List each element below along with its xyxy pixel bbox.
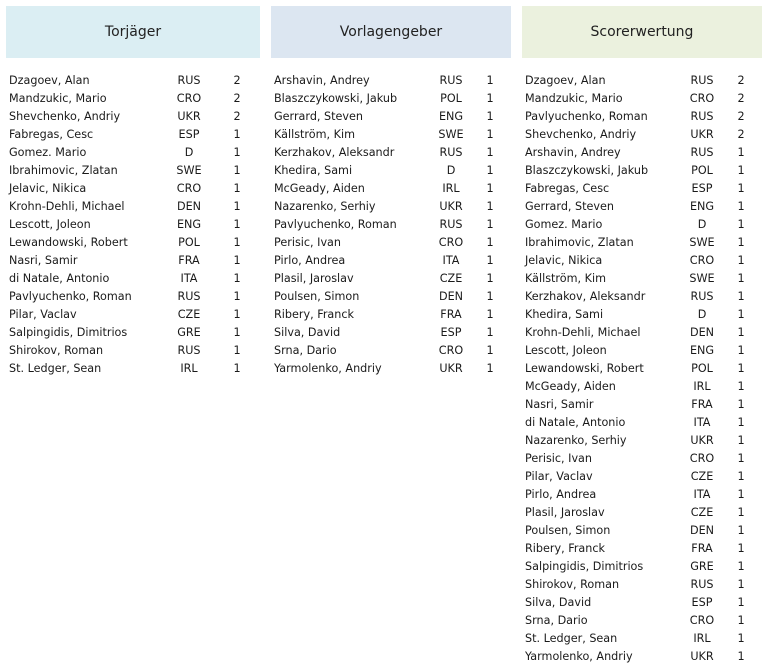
player-name: Plasil, Jaroslav bbox=[525, 506, 605, 519]
player-name: Lewandowski, Robert bbox=[9, 236, 128, 249]
player-name: Ibrahimovic, Zlatan bbox=[525, 236, 634, 249]
player-count: 1 bbox=[737, 200, 745, 213]
player-nation: RUS bbox=[177, 344, 201, 357]
player-count: 1 bbox=[737, 164, 745, 177]
player-count: 1 bbox=[737, 326, 745, 339]
player-count: 1 bbox=[737, 380, 745, 393]
table-row bbox=[525, 288, 761, 306]
player-count: 1 bbox=[486, 110, 494, 123]
panel-vorlagengeber bbox=[271, 6, 511, 58]
player-name: Gomez. Mario bbox=[9, 146, 87, 159]
player-name: Blaszczykowski, Jakub bbox=[525, 164, 649, 177]
player-nation: IRL bbox=[180, 362, 198, 375]
player-count: 1 bbox=[737, 290, 745, 303]
player-name: di Natale, Antonio bbox=[525, 416, 626, 429]
table-row bbox=[274, 252, 510, 270]
player-nation: GRE bbox=[177, 326, 201, 339]
table-row bbox=[525, 648, 761, 666]
table-row bbox=[525, 540, 761, 558]
player-nation: RUS bbox=[690, 110, 714, 123]
table-row bbox=[274, 360, 510, 378]
player-nation: ENG bbox=[176, 218, 202, 231]
table-row bbox=[525, 324, 761, 342]
player-nation: ENG bbox=[689, 344, 715, 357]
player-nation: RUS bbox=[690, 146, 714, 159]
player-count: 1 bbox=[233, 182, 241, 195]
player-count: 1 bbox=[486, 128, 494, 141]
player-name: di Natale, Antonio bbox=[9, 272, 110, 285]
table-row bbox=[274, 270, 510, 288]
player-count: 1 bbox=[486, 308, 494, 321]
panel-torjaeger bbox=[6, 6, 260, 58]
table-row bbox=[525, 594, 761, 612]
player-count: 2 bbox=[737, 74, 745, 87]
player-name: Pavlyuchenko, Roman bbox=[274, 218, 397, 231]
player-count: 1 bbox=[233, 128, 241, 141]
player-nation: ESP bbox=[691, 596, 713, 609]
player-name: Khedira, Sami bbox=[274, 164, 353, 177]
player-nation: FRA bbox=[691, 542, 713, 555]
player-nation: CZE bbox=[439, 272, 463, 285]
table-row bbox=[525, 306, 761, 324]
player-count: 1 bbox=[233, 290, 241, 303]
player-nation: ITA bbox=[693, 416, 711, 429]
player-name: Pavlyuchenko, Roman bbox=[9, 290, 132, 303]
player-nation: SWE bbox=[689, 236, 715, 249]
player-nation: RUS bbox=[690, 290, 714, 303]
player-name: Poulsen, Simon bbox=[274, 290, 360, 303]
player-count: 1 bbox=[737, 632, 745, 645]
player-nation: UKR bbox=[177, 110, 201, 123]
player-name: Srna, Dario bbox=[274, 344, 337, 357]
player-count: 1 bbox=[486, 326, 494, 339]
player-count: 1 bbox=[737, 362, 745, 375]
player-count: 1 bbox=[737, 398, 745, 411]
player-count: 1 bbox=[486, 344, 494, 357]
player-count: 2 bbox=[233, 92, 241, 105]
player-nation: POL bbox=[440, 92, 462, 105]
table-row bbox=[9, 162, 259, 180]
player-count: 1 bbox=[233, 236, 241, 249]
player-name: Mandzukic, Mario bbox=[525, 92, 623, 105]
player-nation: UKR bbox=[690, 650, 714, 663]
panel-scorerwertung bbox=[522, 6, 762, 58]
player-count: 1 bbox=[737, 560, 745, 573]
player-name: Gerrard, Steven bbox=[525, 200, 614, 213]
table-row bbox=[9, 144, 259, 162]
title-torjaeger: Torjäger bbox=[104, 24, 162, 40]
player-nation: UKR bbox=[690, 434, 714, 447]
player-nation: SWE bbox=[438, 128, 464, 141]
player-name: Khedira, Sami bbox=[525, 308, 604, 321]
player-nation: RUS bbox=[439, 218, 463, 231]
player-name: Dzagoev, Alan bbox=[525, 74, 606, 87]
table-row bbox=[274, 306, 510, 324]
player-name: Pilar, Vaclav bbox=[525, 470, 593, 483]
player-name: Poulsen, Simon bbox=[525, 524, 611, 537]
table-row bbox=[9, 90, 259, 108]
player-name: Nasri, Samir bbox=[525, 398, 594, 411]
player-count: 1 bbox=[737, 452, 745, 465]
player-nation: CRO bbox=[689, 254, 715, 267]
table-row bbox=[9, 342, 259, 360]
player-name: Yarmolenko, Andriy bbox=[525, 650, 633, 663]
player-count: 1 bbox=[233, 308, 241, 321]
player-count: 1 bbox=[737, 254, 745, 267]
player-nation: RUS bbox=[177, 290, 201, 303]
player-name: Jelavic, Nikica bbox=[9, 182, 87, 195]
table-row bbox=[274, 288, 510, 306]
player-count: 1 bbox=[486, 290, 494, 303]
player-name: Arshavin, Andrey bbox=[274, 74, 370, 87]
player-nation: IRL bbox=[693, 632, 711, 645]
player-name: Perisic, Ivan bbox=[525, 452, 593, 465]
table-row bbox=[525, 126, 761, 144]
player-nation: UKR bbox=[439, 200, 463, 213]
player-nation: SWE bbox=[176, 164, 202, 177]
player-count: 1 bbox=[486, 218, 494, 231]
table-row bbox=[9, 252, 259, 270]
player-count: 1 bbox=[233, 362, 241, 375]
player-nation: ESP bbox=[691, 182, 713, 195]
table-row bbox=[9, 234, 259, 252]
table-row bbox=[525, 198, 761, 216]
player-nation: POL bbox=[691, 362, 713, 375]
player-nation: POL bbox=[691, 164, 713, 177]
player-name: Ribery, Franck bbox=[274, 308, 354, 321]
player-name: Arshavin, Andrey bbox=[525, 146, 621, 159]
player-count: 1 bbox=[486, 362, 494, 375]
table-row bbox=[9, 126, 259, 144]
player-count: 1 bbox=[486, 200, 494, 213]
player-name: Pirlo, Andrea bbox=[525, 488, 597, 501]
player-nation: CRO bbox=[176, 182, 202, 195]
player-name: Lewandowski, Robert bbox=[525, 362, 644, 375]
table-row bbox=[525, 378, 761, 396]
table-row bbox=[525, 432, 761, 450]
player-name: St. Ledger, Sean bbox=[525, 632, 618, 645]
player-count: 1 bbox=[737, 416, 745, 429]
table-row bbox=[525, 414, 761, 432]
player-name: Mandzukic, Mario bbox=[9, 92, 107, 105]
player-nation: RUS bbox=[690, 74, 714, 87]
player-name: Pirlo, Andrea bbox=[274, 254, 346, 267]
player-name: Shevchenko, Andriy bbox=[9, 110, 121, 123]
player-nation: ESP bbox=[440, 326, 462, 339]
player-name: Nazarenko, Serhiy bbox=[274, 200, 376, 213]
player-nation: POL bbox=[178, 236, 200, 249]
player-nation: ESP bbox=[178, 128, 200, 141]
player-nation: FRA bbox=[440, 308, 462, 321]
table-row bbox=[525, 342, 761, 360]
table-row bbox=[9, 270, 259, 288]
player-nation: ENG bbox=[438, 110, 464, 123]
player-count: 1 bbox=[737, 218, 745, 231]
table-row bbox=[9, 198, 259, 216]
player-name: Fabregas, Cesc bbox=[9, 128, 94, 141]
title-vorlagengeber: Vorlagengeber bbox=[339, 24, 443, 40]
player-name: Krohn-Dehli, Michael bbox=[9, 200, 125, 213]
table-row bbox=[525, 576, 761, 594]
table-row bbox=[274, 90, 510, 108]
table-row bbox=[525, 90, 761, 108]
player-name: Lescott, Joleon bbox=[9, 218, 91, 231]
table-row bbox=[9, 306, 259, 324]
player-count: 1 bbox=[737, 308, 745, 321]
player-nation: DEN bbox=[689, 326, 715, 339]
player-count: 1 bbox=[486, 92, 494, 105]
player-nation: UKR bbox=[690, 128, 714, 141]
player-nation: FRA bbox=[178, 254, 200, 267]
player-name: Pilar, Vaclav bbox=[9, 308, 77, 321]
player-nation: D bbox=[697, 218, 707, 231]
table-row bbox=[274, 324, 510, 342]
player-name: Perisic, Ivan bbox=[274, 236, 342, 249]
header-torjaeger bbox=[6, 6, 260, 58]
player-count: 1 bbox=[737, 524, 745, 537]
player-name: Silva, David bbox=[274, 326, 341, 339]
player-count: 1 bbox=[233, 164, 241, 177]
table-row bbox=[274, 108, 510, 126]
player-name: Källström, Kim bbox=[525, 272, 606, 285]
player-nation: CZE bbox=[177, 308, 201, 321]
player-nation: CZE bbox=[690, 470, 714, 483]
rows-torjaeger bbox=[9, 72, 259, 378]
player-name: Plasil, Jaroslav bbox=[274, 272, 354, 285]
table-row bbox=[525, 396, 761, 414]
player-count: 1 bbox=[737, 488, 745, 501]
table-row bbox=[525, 522, 761, 540]
title-scorerwertung: Scorerwertung bbox=[590, 24, 694, 40]
player-nation: CRO bbox=[689, 452, 715, 465]
player-name: Fabregas, Cesc bbox=[525, 182, 610, 195]
table-row bbox=[525, 144, 761, 162]
table-row bbox=[274, 216, 510, 234]
player-count: 1 bbox=[737, 470, 745, 483]
player-name: Nasri, Samir bbox=[9, 254, 78, 267]
player-count: 1 bbox=[737, 236, 745, 249]
player-count: 1 bbox=[233, 326, 241, 339]
table-row bbox=[274, 234, 510, 252]
table-row bbox=[274, 342, 510, 360]
table-row bbox=[9, 180, 259, 198]
table-row bbox=[9, 72, 259, 90]
table-row bbox=[525, 216, 761, 234]
player-count: 1 bbox=[737, 272, 745, 285]
player-nation: CRO bbox=[438, 236, 464, 249]
player-nation: DEN bbox=[176, 200, 202, 213]
table-row bbox=[525, 630, 761, 648]
player-name: Dzagoev, Alan bbox=[9, 74, 90, 87]
player-name: Lescott, Joleon bbox=[525, 344, 607, 357]
player-count: 1 bbox=[737, 578, 745, 591]
player-nation: CRO bbox=[438, 344, 464, 357]
player-nation: CRO bbox=[689, 614, 715, 627]
header-vorlagengeber bbox=[271, 6, 511, 58]
player-name: Silva, David bbox=[525, 596, 592, 609]
rows-vorlagengeber bbox=[274, 72, 510, 378]
player-name: Kerzhakov, Aleksandr bbox=[525, 290, 646, 303]
player-count: 1 bbox=[486, 254, 494, 267]
table-row bbox=[525, 162, 761, 180]
table-row bbox=[9, 108, 259, 126]
player-count: 2 bbox=[233, 74, 241, 87]
player-nation: CRO bbox=[176, 92, 202, 105]
player-nation: ITA bbox=[180, 272, 198, 285]
player-nation: D bbox=[184, 146, 194, 159]
player-name: Krohn-Dehli, Michael bbox=[525, 326, 641, 339]
player-count: 1 bbox=[233, 200, 241, 213]
table-row bbox=[9, 216, 259, 234]
player-nation: CZE bbox=[690, 506, 714, 519]
player-count: 1 bbox=[737, 542, 745, 555]
player-nation: ENG bbox=[689, 200, 715, 213]
player-name: Nazarenko, Serhiy bbox=[525, 434, 627, 447]
player-nation: RUS bbox=[690, 578, 714, 591]
player-nation: RUS bbox=[177, 74, 201, 87]
player-count: 1 bbox=[737, 596, 745, 609]
player-name: McGeady, Aiden bbox=[525, 380, 616, 393]
player-count: 1 bbox=[737, 506, 745, 519]
player-nation: ITA bbox=[442, 254, 460, 267]
player-nation: CRO bbox=[689, 92, 715, 105]
player-name: Gomez. Mario bbox=[525, 218, 603, 231]
player-name: Ribery, Franck bbox=[525, 542, 605, 555]
table-row bbox=[525, 360, 761, 378]
player-nation: IRL bbox=[442, 182, 460, 195]
player-count: 1 bbox=[233, 218, 241, 231]
table-row bbox=[525, 270, 761, 288]
player-name: Pavlyuchenko, Roman bbox=[525, 110, 648, 123]
player-name: Kerzhakov, Aleksandr bbox=[274, 146, 395, 159]
player-count: 1 bbox=[233, 254, 241, 267]
player-nation: IRL bbox=[693, 380, 711, 393]
table-row bbox=[525, 234, 761, 252]
player-nation: SWE bbox=[689, 272, 715, 285]
player-nation: FRA bbox=[691, 398, 713, 411]
player-name: Shirokov, Roman bbox=[525, 578, 620, 591]
player-count: 2 bbox=[737, 92, 745, 105]
player-name: St. Ledger, Sean bbox=[9, 362, 102, 375]
player-name: Gerrard, Steven bbox=[274, 110, 363, 123]
player-nation: D bbox=[446, 164, 456, 177]
player-name: McGeady, Aiden bbox=[274, 182, 365, 195]
player-name: Shevchenko, Andriy bbox=[525, 128, 637, 141]
table-row bbox=[525, 486, 761, 504]
player-nation: GRE bbox=[690, 560, 714, 573]
player-nation: D bbox=[697, 308, 707, 321]
player-nation: ITA bbox=[693, 488, 711, 501]
player-nation: RUS bbox=[439, 146, 463, 159]
player-count: 1 bbox=[233, 272, 241, 285]
player-count: 1 bbox=[486, 272, 494, 285]
player-count: 1 bbox=[737, 434, 745, 447]
table-row bbox=[274, 162, 510, 180]
player-count: 1 bbox=[737, 614, 745, 627]
player-count: 1 bbox=[233, 344, 241, 357]
player-count: 1 bbox=[486, 182, 494, 195]
player-name: Shirokov, Roman bbox=[9, 344, 104, 357]
player-nation: DEN bbox=[689, 524, 715, 537]
player-count: 1 bbox=[737, 182, 745, 195]
rows-scorerwertung bbox=[525, 72, 761, 666]
player-name: Salpingidis, Dimitrios bbox=[525, 560, 644, 573]
player-nation: UKR bbox=[439, 362, 463, 375]
player-count: 2 bbox=[737, 110, 745, 123]
table-row bbox=[525, 450, 761, 468]
player-count: 1 bbox=[486, 74, 494, 87]
table-row bbox=[274, 180, 510, 198]
player-name: Jelavic, Nikica bbox=[525, 254, 603, 267]
player-name: Blaszczykowski, Jakub bbox=[274, 92, 398, 105]
player-count: 1 bbox=[737, 146, 745, 159]
player-count: 1 bbox=[737, 344, 745, 357]
player-name: Yarmolenko, Andriy bbox=[274, 362, 382, 375]
table-row bbox=[9, 360, 259, 378]
player-count: 1 bbox=[233, 146, 241, 159]
table-row bbox=[525, 72, 761, 90]
table-row bbox=[274, 198, 510, 216]
player-count: 1 bbox=[486, 236, 494, 249]
player-count: 1 bbox=[486, 146, 494, 159]
table-row bbox=[525, 558, 761, 576]
player-name: Salpingidis, Dimitrios bbox=[9, 326, 128, 339]
player-name: Srna, Dario bbox=[525, 614, 588, 627]
player-count: 2 bbox=[233, 110, 241, 123]
player-count: 1 bbox=[737, 650, 745, 663]
table-row bbox=[525, 252, 761, 270]
header-scorerwertung bbox=[522, 6, 762, 58]
table-row bbox=[525, 468, 761, 486]
table-row bbox=[525, 108, 761, 126]
table-row bbox=[9, 288, 259, 306]
player-name: Källström, Kim bbox=[274, 128, 355, 141]
player-nation: DEN bbox=[438, 290, 464, 303]
table-row bbox=[525, 504, 761, 522]
player-count: 1 bbox=[486, 164, 494, 177]
table-row bbox=[9, 324, 259, 342]
table-row bbox=[274, 72, 510, 90]
table-row bbox=[274, 144, 510, 162]
table-row bbox=[274, 126, 510, 144]
player-nation: RUS bbox=[439, 74, 463, 87]
player-count: 2 bbox=[737, 128, 745, 141]
player-name: Ibrahimovic, Zlatan bbox=[9, 164, 118, 177]
table-row bbox=[525, 612, 761, 630]
table-row bbox=[525, 180, 761, 198]
